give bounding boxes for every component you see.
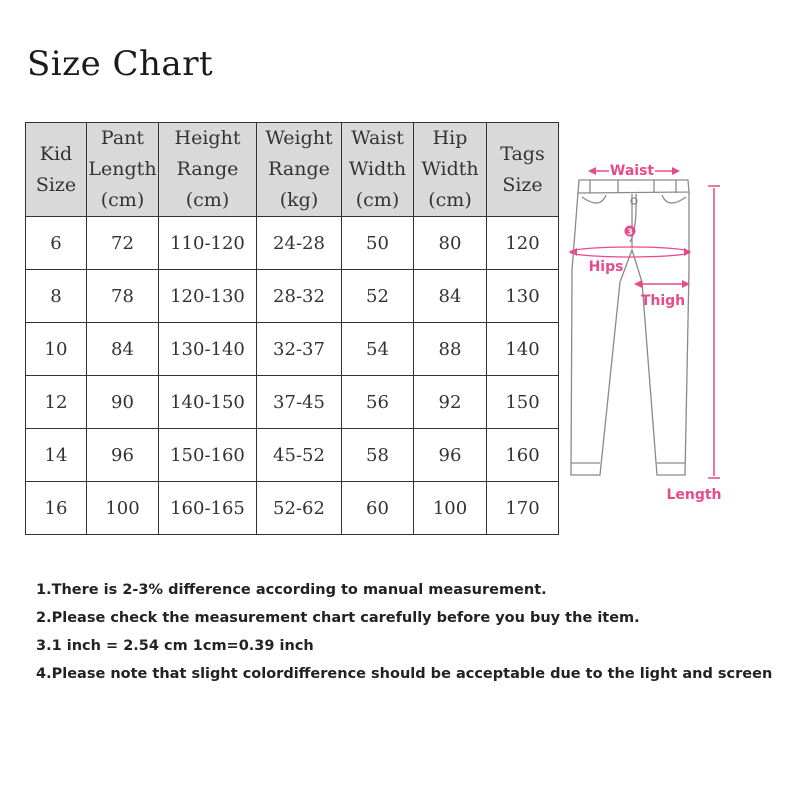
table-row	[26, 217, 559, 270]
cell-height-range: 130-140	[159, 323, 257, 376]
cell-hip-width: 84	[414, 270, 487, 323]
cell-pant-length: 100	[87, 482, 159, 535]
cell-height-range: 160-165	[159, 482, 257, 535]
cell-waist-width: 50	[342, 217, 414, 270]
note-item: 4.Please note that slight colordifference should be acceptable due to the light and screen	[36, 666, 773, 682]
cell-kid-size: 8	[26, 270, 87, 323]
cell-height-range: 140-150	[159, 376, 257, 429]
cell-tags-size: 150	[487, 376, 559, 429]
thigh-arrow-left	[634, 280, 642, 288]
cell-kid-size: 12	[26, 376, 87, 429]
waist-label: Waist	[609, 163, 655, 179]
table-row	[26, 482, 559, 535]
cell-height-range: 120-130	[159, 270, 257, 323]
note-item: 3.1 inch = 2.54 cm 1cm=0.39 inch	[36, 638, 314, 654]
cell-hip-width: 100	[414, 482, 487, 535]
pants-diagram	[560, 150, 740, 510]
page-title: Size Chart	[27, 44, 214, 84]
notes-list	[36, 580, 772, 692]
hips-label: Hips	[588, 259, 624, 275]
cell-pant-length: 96	[87, 429, 159, 482]
cell-tags-size: 170	[487, 482, 559, 535]
cell-pant-length: 90	[87, 376, 159, 429]
header-waist-width: Waist Width (cm)	[342, 123, 414, 217]
cell-tags-size: 160	[487, 429, 559, 482]
table-row	[26, 270, 559, 323]
thigh-label: Thigh	[640, 293, 686, 309]
cell-hip-width: 92	[414, 376, 487, 429]
cell-tags-size: 140	[487, 323, 559, 376]
cell-tags-size: 130	[487, 270, 559, 323]
cell-height-range: 110-120	[159, 217, 257, 270]
table-row	[26, 429, 559, 482]
cell-weight-range: 52-62	[257, 482, 342, 535]
length-label: Length	[666, 487, 722, 503]
pants-outline	[571, 180, 689, 475]
cell-waist-width: 58	[342, 429, 414, 482]
size-table	[25, 122, 559, 535]
cell-hip-width: 88	[414, 323, 487, 376]
header-pant-length: Pant Length (cm)	[87, 123, 159, 217]
cell-weight-range: 32-37	[257, 323, 342, 376]
cell-waist-width: 52	[342, 270, 414, 323]
cell-tags-size: 120	[487, 217, 559, 270]
cell-weight-range: 37-45	[257, 376, 342, 429]
cell-weight-range: 24-28	[257, 217, 342, 270]
note-item: 2.Please check the measurement chart carefully before you buy the item.	[36, 610, 640, 626]
cell-weight-range: 28-32	[257, 270, 342, 323]
cell-waist-width: 60	[342, 482, 414, 535]
cell-kid-size: 14	[26, 429, 87, 482]
cell-kid-size: 10	[26, 323, 87, 376]
table-header-row	[26, 123, 559, 217]
cell-kid-size: 6	[26, 217, 87, 270]
header-hip-width: Hip Width (cm)	[414, 123, 487, 217]
cell-hip-width: 96	[414, 429, 487, 482]
cell-hip-width: 80	[414, 217, 487, 270]
cell-waist-width: 54	[342, 323, 414, 376]
cell-weight-range: 45-52	[257, 429, 342, 482]
length-arrow	[708, 186, 720, 478]
table-row	[26, 323, 559, 376]
header-tags-size: Tags Size	[487, 123, 559, 217]
note-item: 1.There is 2-3% difference according to manual measurement.	[36, 582, 547, 598]
header-weight-range: Weight Range (kg)	[257, 123, 342, 217]
cell-pant-length: 84	[87, 323, 159, 376]
table-row	[26, 376, 559, 429]
cell-kid-size: 16	[26, 482, 87, 535]
header-height-range: Height Range (cm)	[159, 123, 257, 217]
hips-arrow-right	[684, 248, 691, 256]
cell-height-range: 150-160	[159, 429, 257, 482]
cell-pant-length: 72	[87, 217, 159, 270]
header-kid-size: Kid Size	[26, 123, 87, 217]
cell-waist-width: 56	[342, 376, 414, 429]
cell-pant-length: 78	[87, 270, 159, 323]
marker-number: 3	[627, 227, 633, 237]
